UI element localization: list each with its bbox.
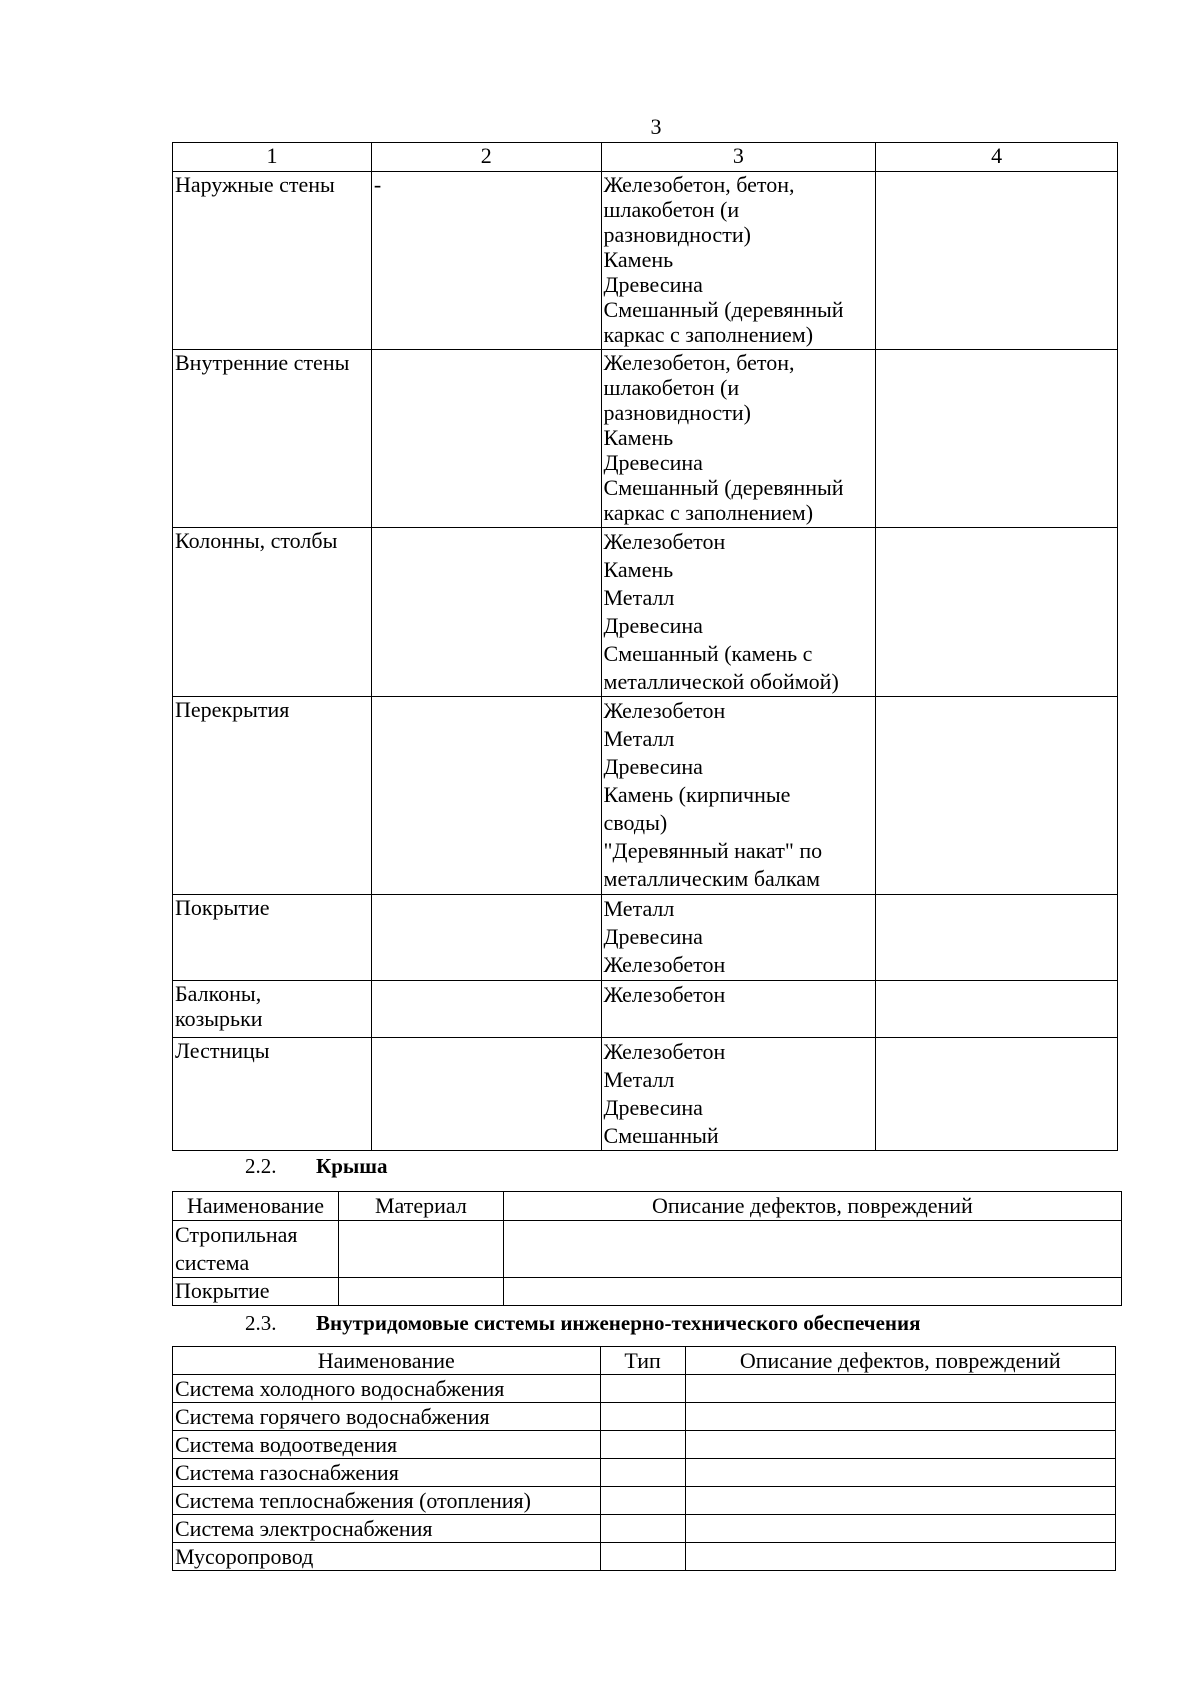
- table-row: [173, 1431, 1116, 1459]
- structural-elements-table: [172, 142, 1118, 1151]
- column-header: Описание дефектов, повреждений: [685, 1347, 1116, 1375]
- roof-element-cell: Стропильная система: [173, 1221, 339, 1278]
- table-row: [173, 697, 1118, 895]
- roof-table: [172, 1191, 1122, 1306]
- column-header: Наименование: [173, 1192, 339, 1221]
- section-title: Крыша: [316, 1154, 388, 1178]
- table-cell: [600, 1515, 685, 1543]
- table-header-row: [173, 1192, 1122, 1221]
- table-cell: [371, 981, 601, 1038]
- table-cell: [685, 1459, 1116, 1487]
- table-cell: [600, 1459, 685, 1487]
- table-cell: [685, 1403, 1116, 1431]
- table-row: [173, 1515, 1116, 1543]
- table-row: [173, 1375, 1116, 1403]
- table-cell: [338, 1278, 503, 1306]
- section-title: Внутридомовые системы инженерно-технического обеспечения: [316, 1311, 921, 1335]
- table-row: [173, 981, 1118, 1038]
- materials-cell: Металл Древесина Железобетон: [601, 895, 876, 981]
- roof-element-cell: Покрытие: [173, 1278, 339, 1306]
- table-cell: [371, 528, 601, 697]
- column-header: 4: [876, 143, 1118, 172]
- table-cell: [876, 172, 1118, 350]
- table-row: [173, 172, 1118, 350]
- element-name-cell: Лестницы: [173, 1038, 372, 1151]
- table-row: [173, 1403, 1116, 1431]
- table-cell: [876, 895, 1118, 981]
- table-row: [173, 895, 1118, 981]
- element-name-cell: Перекрытия: [173, 697, 372, 895]
- column-header: Описание дефектов, повреждений: [503, 1192, 1121, 1221]
- section-number: 2.2.: [245, 1154, 277, 1178]
- materials-cell: Железобетон Металл Древесина Смешанный: [601, 1038, 876, 1151]
- table-cell: [876, 350, 1118, 528]
- element-name-cell: Балконы, козырьки: [173, 981, 372, 1038]
- table-header-row: [173, 1347, 1116, 1375]
- table-row: [173, 1221, 1122, 1278]
- column-header: Материал: [338, 1192, 503, 1221]
- materials-cell: Железобетон Металл Древесина Камень (кирпичные своды) "Деревянный накат" по металлическим балкам: [601, 697, 876, 895]
- system-name-cell: Система электроснабжения: [173, 1515, 601, 1543]
- table-cell: [685, 1487, 1116, 1515]
- table-cell: [600, 1375, 685, 1403]
- element-name-cell: Покрытие: [173, 895, 372, 981]
- materials-cell: Железобетон: [601, 981, 876, 1038]
- table-row: [173, 1459, 1116, 1487]
- table-row: [173, 528, 1118, 697]
- system-name-cell: Система теплоснабжения (отопления): [173, 1487, 601, 1515]
- table-cell: [371, 895, 601, 981]
- system-name-cell: Система горячего водоснабжения: [173, 1403, 601, 1431]
- element-name-cell: Наружные стены: [173, 172, 372, 350]
- element-name-cell: Внутренние стены: [173, 350, 372, 528]
- table-cell: [876, 981, 1118, 1038]
- table-cell: [685, 1543, 1116, 1571]
- table-header-row: [173, 143, 1118, 172]
- engineering-systems-table: [172, 1346, 1116, 1571]
- element-name-cell: Колонны, столбы: [173, 528, 372, 697]
- table-cell: [685, 1431, 1116, 1459]
- column-header: 3: [601, 143, 876, 172]
- table-cell: [600, 1487, 685, 1515]
- table-row: [173, 1543, 1116, 1571]
- table-cell: [371, 697, 601, 895]
- materials-cell: Железобетон Камень Металл Древесина Смешанный (камень с металлической обоймой): [601, 528, 876, 697]
- table-cell: [600, 1543, 685, 1571]
- column-header: Наименование: [173, 1347, 601, 1375]
- table-cell: [371, 350, 601, 528]
- section-number: 2.3.: [245, 1311, 277, 1335]
- table-cell: [685, 1375, 1116, 1403]
- materials-cell: Железобетон, бетон, шлакобетон (и разновидности) Камень Древесина Смешанный (деревянный каркас с заполнением): [601, 172, 876, 350]
- table-row: [173, 1038, 1118, 1151]
- system-name-cell: Система газоснабжения: [173, 1459, 601, 1487]
- page-number: 3: [650, 114, 662, 139]
- system-name-cell: Система холодного водоснабжения: [173, 1375, 601, 1403]
- table-row: [173, 1487, 1116, 1515]
- table-cell: [876, 1038, 1118, 1151]
- table-row: [173, 1278, 1122, 1306]
- materials-cell: Железобетон, бетон, шлакобетон (и разновидности) Камень Древесина Смешанный (деревянный каркас с заполнением): [601, 350, 876, 528]
- table-cell: [600, 1431, 685, 1459]
- table-cell: -: [371, 172, 601, 350]
- column-header: 1: [173, 143, 372, 172]
- table-cell: [338, 1221, 503, 1278]
- column-header: 2: [371, 143, 601, 172]
- table-cell: [371, 1038, 601, 1151]
- table-cell: [876, 528, 1118, 697]
- system-name-cell: Мусоропровод: [173, 1543, 601, 1571]
- table-cell: [503, 1278, 1121, 1306]
- table-cell: [876, 697, 1118, 895]
- table-row: [173, 350, 1118, 528]
- system-name-cell: Система водоотведения: [173, 1431, 601, 1459]
- table-cell: [685, 1515, 1116, 1543]
- column-header: Тип: [600, 1347, 685, 1375]
- table-cell: [503, 1221, 1121, 1278]
- table-cell: [600, 1403, 685, 1431]
